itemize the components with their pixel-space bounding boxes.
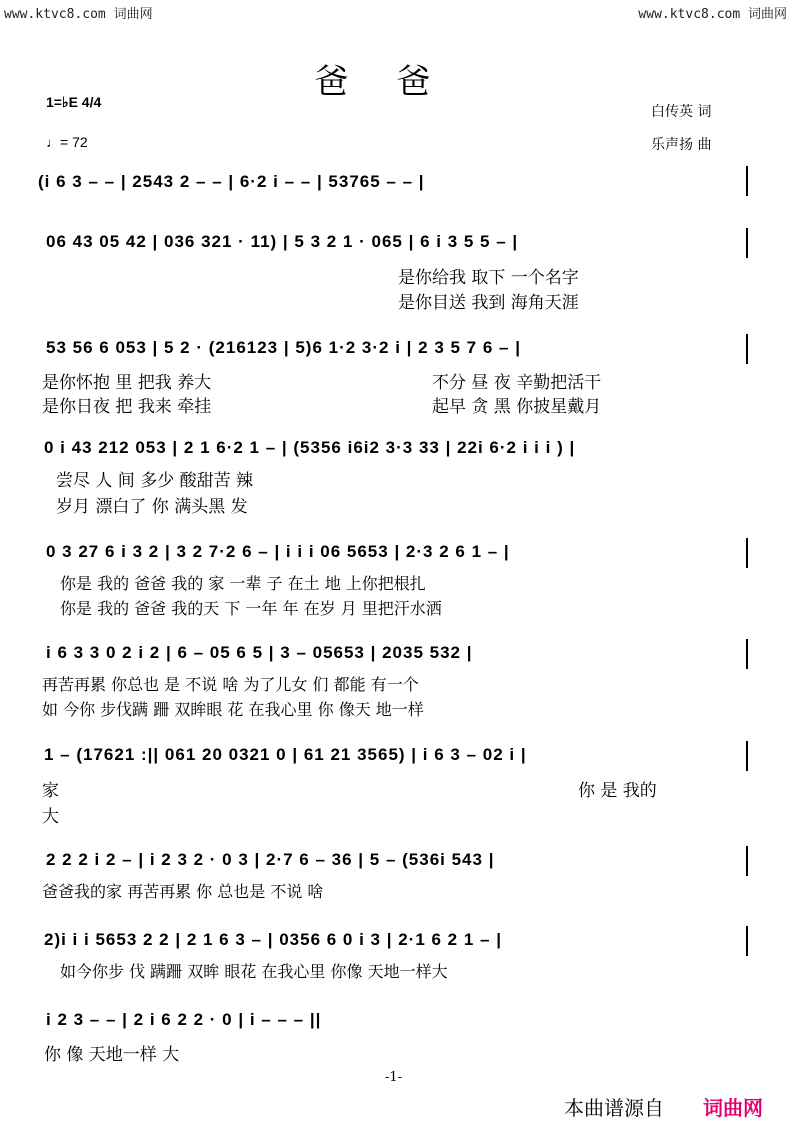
notation-row: i 6 3 3 0 2 i 2 | 6 – 05 6 5 | 3 – 05653 | 2035 532 |	[46, 643, 473, 662]
lyric-line: 如今你步 伐 蹒跚 双眸 眼花 在我心里 你像 天地一样大	[60, 962, 448, 981]
notation-row: 2 2 2 i 2 – | i 2 3 2 · 0 3 | 2·7 6 – 36 | 5 – (536i 543 |	[46, 850, 495, 869]
notation-row: 2)i i i 5653 2 2 | 2 1 6 3 – | 0356 6 0 i 3 | 2·1 6 2 1 – |	[44, 930, 502, 949]
key-signature: 1=♭E 4/4	[46, 94, 102, 110]
notation-row: 53 56 6 053 | 5 2 · (216123 | 5)6 1·2 3·2 i | 2 3 5 7 6 – |	[46, 338, 521, 357]
composer-credit: 乐声扬 曲	[651, 137, 712, 153]
notation-row: 0 3 27 6 i 3 2 | 3 2 7·2 6 – | i i i 06 5653 | 2·3 2 6 1 – |	[46, 542, 510, 561]
notation-row: i 2 3 – – | 2 i 6 2 2 · 0 | i – – – ||	[46, 1010, 322, 1029]
lyric-line: 大	[42, 807, 59, 827]
lyric-line: 尝尽 人 间 多少 酸甜苦 辣	[56, 471, 254, 491]
notation-row: 1 – (17621 :|| 061 20 0321 0 | 61 21 3565) | i 6 3 – 02 i |	[44, 745, 527, 764]
lyric-line: 再苦再累 你总也 是 不说 啥 为了儿女 们 都能 有一个	[42, 675, 419, 694]
lyric-line: 是你日夜 把 我来 牵挂	[42, 397, 212, 417]
barline	[746, 846, 748, 876]
lyric-line: 起早 贪 黑 你披星戴月	[432, 397, 602, 417]
barline	[746, 334, 748, 364]
lyric-line: 你 像 天地一样 大	[44, 1045, 180, 1065]
page-number: -1-	[385, 1070, 403, 1085]
lyric-line: 家	[42, 781, 59, 801]
barline	[746, 228, 748, 258]
lyric-line: 是你给我 取下 一个名字	[398, 268, 579, 288]
notation-row: 06 43 05 42 | 036 321 · 11) | 5 3 2 1 · 065 | 6 i 3 5 5 – |	[46, 232, 519, 251]
barline	[746, 639, 748, 669]
footer-source: 本曲谱源自	[564, 1096, 664, 1120]
lyric-line: 你 是 我的	[578, 781, 657, 801]
lyric-line: 岁月 漂白了 你 满头黑 发	[56, 497, 248, 517]
watermark-left: www.ktvc8.com 词曲网	[4, 7, 153, 22]
barline	[746, 926, 748, 956]
barline	[746, 538, 748, 568]
lyric-line: 如 今你 步伐蹒 跚 双眸眼 花 在我心里 你 像天 地一样	[42, 700, 424, 719]
footer-site-logo: 词曲网	[703, 1096, 763, 1120]
tempo-marking: ♩= 72	[46, 134, 88, 150]
lyric-line: 是你怀抱 里 把我 养大	[42, 373, 212, 393]
lyric-line: 你是 我的 爸爸 我的 家 一辈 子 在土 地 上你把根扎	[60, 574, 426, 593]
notation-row: 0 i 43 212 053 | 2 1 6·2 1 – | (5356 i6i2 3·3 33 | 22i 6·2 i i i ) |	[44, 438, 576, 457]
lyric-line: 是你目送 我到 海角天涯	[398, 293, 579, 313]
lyric-line: 爸爸我的家 再苦再累 你 总也是 不说 啥	[42, 882, 324, 901]
song-title: 爸爸	[314, 62, 479, 102]
notation-row: (i 6 3 – – | 2543 2 – – | 6·2 i – – | 53765 – – |	[38, 172, 425, 191]
lyric-line: 不分 昼 夜 辛勤把活干	[432, 373, 602, 393]
lyricist-credit: 白传英 词	[651, 104, 712, 120]
watermark-right: www.ktvc8.com 词曲网	[638, 7, 787, 22]
lyric-line: 你是 我的 爸爸 我的天 下 一年 年 在岁 月 里把汗水洒	[60, 599, 442, 618]
barline	[746, 741, 748, 771]
barline	[746, 166, 748, 196]
